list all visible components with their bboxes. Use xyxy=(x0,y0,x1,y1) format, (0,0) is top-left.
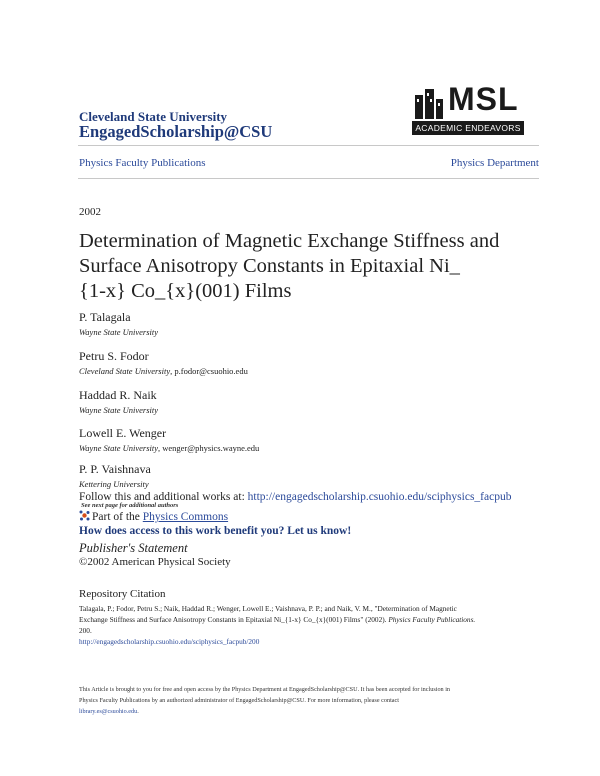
citation-line-2 xyxy=(79,614,541,625)
publication-year: 2002 xyxy=(79,206,101,218)
author-name: Petru S. Fodor xyxy=(79,349,149,363)
author-email: , p.fodor@csuohio.edu xyxy=(170,366,248,376)
follow-label: Follow this and additional works at: xyxy=(79,491,248,503)
part-of-label: Part of the xyxy=(92,511,143,523)
title-line-3: {1-x} Co_{x}(001) Films xyxy=(79,280,292,302)
part-of-line xyxy=(79,510,228,523)
repository-citation-text xyxy=(79,603,541,647)
publisher-statement-text: ©2002 American Physical Society xyxy=(79,556,231,568)
author-affiliation xyxy=(79,327,158,337)
affiliation: Wayne State University xyxy=(79,327,158,337)
author-name: Haddad R. Naik xyxy=(79,388,157,402)
author xyxy=(79,310,158,337)
author xyxy=(79,426,259,453)
contact-email-link[interactable]: library.es@csuohio.edu xyxy=(79,708,138,715)
author-affiliation xyxy=(79,443,259,453)
author-affiliation xyxy=(79,405,158,415)
department-link[interactable]: Physics Department xyxy=(450,157,539,169)
repository-citation-heading: Repository Citation xyxy=(79,588,166,600)
citation-series: Physics Faculty Publications. xyxy=(388,615,476,624)
publisher-statement-heading: Publisher's Statement xyxy=(79,541,188,555)
title-line-2: Surface Anisotropy Constants in Epitaxial Ni_ xyxy=(79,255,460,277)
citation-line-3: 200. xyxy=(79,626,92,635)
building-icon xyxy=(414,87,450,121)
author xyxy=(79,462,151,489)
author-email: , wenger@physics.wayne.edu xyxy=(158,443,260,453)
msl-logo[interactable] xyxy=(412,81,524,135)
breadcrumb-rule xyxy=(78,178,539,179)
repository-name[interactable]: EngagedScholarship@CSU xyxy=(79,122,273,141)
affiliation: Kettering University xyxy=(79,479,149,489)
citation-url-link[interactable]: http://engagedscholarship.csuohio.edu/sciphysics_facpub/200 xyxy=(79,637,260,646)
title-line-1: Determination of Magnetic Exchange Stiffness and xyxy=(79,230,500,252)
citation-text: Exchange Stiffness and Surface Anisotropy Constants in Epitaxial Ni_{1-x} Co_{x}(001) Films" (2002). xyxy=(79,615,389,624)
collection-url-link[interactable]: http://engagedscholarship.csuohio.edu/sciphysics_facpub xyxy=(247,491,512,503)
affiliation: Cleveland State University xyxy=(79,366,171,376)
collection-link[interactable]: Physics Faculty Publications xyxy=(79,157,206,169)
footer-line-2: Physics Faculty Publications by an authorized administrator of EngagedScholarship@CSU. For more information, please contact xyxy=(79,697,399,704)
header-rule xyxy=(78,145,539,146)
author-affiliation xyxy=(79,366,248,376)
benefit-feedback-link[interactable]: How does access to this work benefit you? Let us know! xyxy=(79,525,352,537)
footer-period: . xyxy=(137,708,139,715)
author-name: P. P. Vaishnava xyxy=(79,462,151,476)
article-title xyxy=(79,229,499,304)
network-commons-icon xyxy=(79,510,90,521)
access-footer xyxy=(79,684,541,717)
affiliation: Wayne State University xyxy=(79,405,158,415)
author-name: Lowell E. Wenger xyxy=(79,426,167,440)
footer-line-3 xyxy=(79,706,541,717)
logo-tagline: ACADEMIC ENDEAVORS xyxy=(412,121,524,135)
author-affiliation xyxy=(79,479,151,489)
footer-line-1: This Article is brought to you for free and open access by the Physics Department at EngagedScholarship@CSU. It has been accepted for inclusion in xyxy=(79,686,451,693)
university-name[interactable]: Cleveland State University xyxy=(79,109,228,124)
additional-authors-note: See next page for additional authors xyxy=(81,502,179,509)
physics-commons-link[interactable]: Physics Commons xyxy=(142,511,229,523)
affiliation: Wayne State University xyxy=(79,443,158,453)
author xyxy=(79,388,158,415)
author xyxy=(79,349,248,376)
author-name: P. Talagala xyxy=(79,310,131,324)
citation-line-1: Talagala, P.; Fodor, Petru S.; Naik, Haddad R.; Wenger, Lowell E.; Vaishnava, P. P.; and Naik, V. M., "Determination of Magnetic xyxy=(79,604,457,613)
logo-text: MSL xyxy=(448,81,519,117)
